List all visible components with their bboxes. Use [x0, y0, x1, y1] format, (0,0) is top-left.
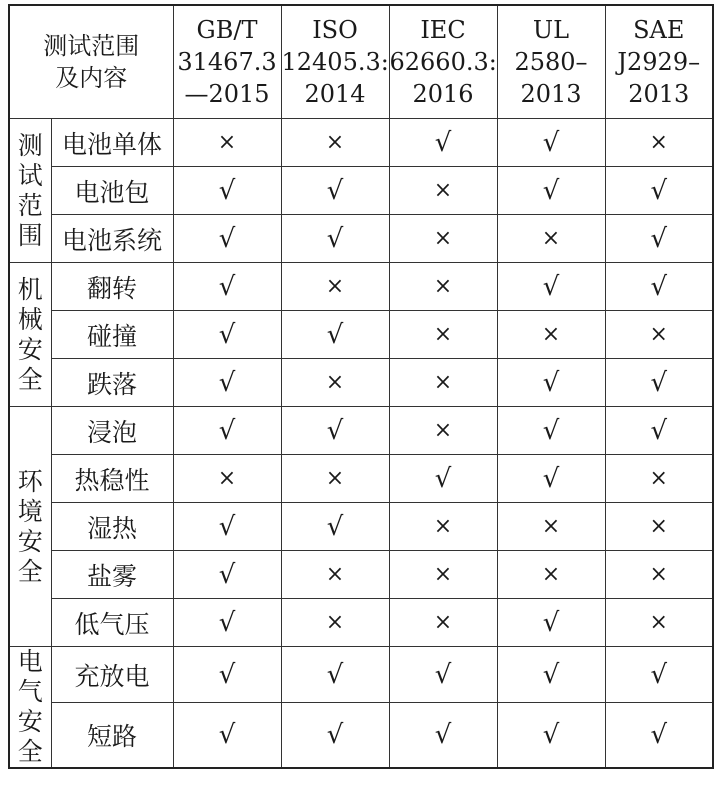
check-mark: √: [173, 167, 281, 215]
check-mark: √: [497, 455, 605, 503]
check-mark: √: [497, 167, 605, 215]
standard-line: 2580–: [514, 48, 588, 76]
check-mark: √: [605, 263, 713, 311]
cross-mark: ×: [605, 551, 713, 599]
test-item: 碰撞: [51, 311, 173, 359]
check-mark: √: [173, 551, 281, 599]
standard-header: [497, 5, 605, 119]
standard-header: [173, 5, 281, 119]
check-mark: √: [173, 311, 281, 359]
standard-header: [281, 5, 389, 119]
table-row: [9, 503, 713, 551]
test-item: 跌落: [51, 359, 173, 407]
cross-mark: ×: [497, 551, 605, 599]
check-mark: √: [605, 407, 713, 455]
cross-mark: ×: [281, 359, 389, 407]
check-mark: √: [173, 703, 281, 768]
check-mark: √: [605, 215, 713, 263]
check-mark: √: [497, 599, 605, 647]
group-label-char: 环: [17, 466, 43, 496]
table-row: [9, 647, 713, 703]
test-item: 短路: [51, 703, 173, 768]
check-mark: √: [281, 647, 389, 703]
cross-mark: ×: [605, 119, 713, 167]
check-mark: √: [173, 359, 281, 407]
cross-mark: ×: [389, 359, 497, 407]
cross-mark: ×: [605, 455, 713, 503]
cross-mark: ×: [497, 215, 605, 263]
table-row: [9, 167, 713, 215]
standard-line: IEC: [420, 16, 466, 44]
table-row: [9, 599, 713, 647]
check-mark: √: [281, 215, 389, 263]
table-row: [9, 407, 713, 455]
group-label-char: 试: [17, 160, 43, 190]
cross-mark: ×: [173, 119, 281, 167]
group-label-char: 全: [17, 556, 43, 586]
check-mark: √: [281, 167, 389, 215]
group-label-char: 安: [17, 707, 43, 736]
standard-header: [605, 5, 713, 119]
check-mark: √: [281, 407, 389, 455]
cross-mark: ×: [605, 503, 713, 551]
test-item: 湿热: [51, 503, 173, 551]
group-label-char: 电: [17, 647, 43, 676]
group-label-char: 械: [17, 304, 43, 334]
test-item: 充放电: [51, 647, 173, 703]
cross-mark: ×: [389, 167, 497, 215]
check-mark: √: [389, 703, 497, 768]
cross-mark: ×: [389, 503, 497, 551]
check-mark: √: [497, 703, 605, 768]
table-row: [9, 311, 713, 359]
check-mark: √: [605, 703, 713, 768]
standard-line: 2014: [304, 80, 366, 108]
check-mark: √: [497, 407, 605, 455]
standard-line: 2016: [412, 80, 474, 108]
standard-line: J2929–: [617, 48, 701, 76]
standard-line: 31467.3: [177, 48, 277, 76]
cross-mark: ×: [281, 551, 389, 599]
group-label-char: 机: [17, 274, 43, 304]
cross-mark: ×: [389, 551, 497, 599]
table-body: [9, 119, 713, 769]
table-row: [9, 359, 713, 407]
test-item: 电池单体: [51, 119, 173, 167]
check-mark: √: [173, 647, 281, 703]
header-row: [9, 5, 713, 119]
test-item: 盐雾: [51, 551, 173, 599]
group-label-char: 全: [17, 364, 43, 394]
cross-mark: ×: [497, 503, 605, 551]
group-label: [9, 647, 51, 769]
test-item: 翻转: [51, 263, 173, 311]
cross-mark: ×: [389, 215, 497, 263]
check-mark: √: [173, 407, 281, 455]
group-label-char: 全: [17, 737, 43, 766]
check-mark: √: [605, 359, 713, 407]
standard-line: 62660.3:: [389, 48, 497, 76]
cross-mark: ×: [389, 311, 497, 359]
check-mark: √: [281, 311, 389, 359]
standard-line: 2013: [628, 80, 690, 108]
group-label: [9, 407, 51, 647]
cross-mark: ×: [281, 263, 389, 311]
test-item: 低气压: [51, 599, 173, 647]
cross-mark: ×: [497, 311, 605, 359]
test-item: 电池系统: [51, 215, 173, 263]
check-mark: √: [389, 455, 497, 503]
group-label-char: 境: [17, 496, 43, 526]
check-mark: √: [281, 503, 389, 551]
standard-header: [389, 5, 497, 119]
test-item: 热稳性: [51, 455, 173, 503]
group-label-char: 测: [17, 130, 43, 160]
table-row: [9, 263, 713, 311]
group-label: [9, 119, 51, 263]
check-mark: √: [497, 647, 605, 703]
standard-line: GB/T: [196, 16, 258, 44]
group-label-char: 围: [17, 220, 43, 250]
table-row: [9, 703, 713, 768]
standard-line: ISO: [312, 16, 358, 44]
group-label: [9, 263, 51, 407]
check-mark: √: [173, 263, 281, 311]
table-row: [9, 119, 713, 167]
corner-header: [9, 5, 173, 119]
test-item: 浸泡: [51, 407, 173, 455]
standard-line: UL: [532, 16, 570, 44]
check-mark: √: [389, 119, 497, 167]
standard-line: —2015: [184, 80, 270, 108]
check-mark: √: [173, 599, 281, 647]
group-label-char: 安: [17, 526, 43, 556]
cross-mark: ×: [281, 455, 389, 503]
table-row: [9, 215, 713, 263]
cross-mark: ×: [173, 455, 281, 503]
check-mark: √: [605, 167, 713, 215]
check-mark: √: [497, 263, 605, 311]
corner-line: 及内容: [55, 64, 128, 92]
cross-mark: ×: [605, 599, 713, 647]
table-row: [9, 551, 713, 599]
group-label-char: 气: [17, 677, 43, 706]
standards-comparison-table: [8, 4, 714, 769]
standard-line: SAE: [633, 16, 685, 44]
cross-mark: ×: [605, 311, 713, 359]
group-label-char: 安: [17, 334, 43, 364]
cross-mark: ×: [389, 599, 497, 647]
cross-mark: ×: [389, 263, 497, 311]
test-item: 电池包: [51, 167, 173, 215]
cross-mark: ×: [281, 599, 389, 647]
check-mark: √: [389, 647, 497, 703]
check-mark: √: [173, 215, 281, 263]
check-mark: √: [497, 359, 605, 407]
standard-line: 12405.3:: [281, 48, 389, 76]
check-mark: √: [605, 647, 713, 703]
check-mark: √: [497, 119, 605, 167]
standard-line: 2013: [520, 80, 582, 108]
corner-line: 测试范围: [43, 32, 140, 60]
check-mark: √: [173, 503, 281, 551]
cross-mark: ×: [281, 119, 389, 167]
group-label-char: 范: [17, 190, 43, 220]
check-mark: √: [281, 703, 389, 768]
cross-mark: ×: [389, 407, 497, 455]
table-row: [9, 455, 713, 503]
